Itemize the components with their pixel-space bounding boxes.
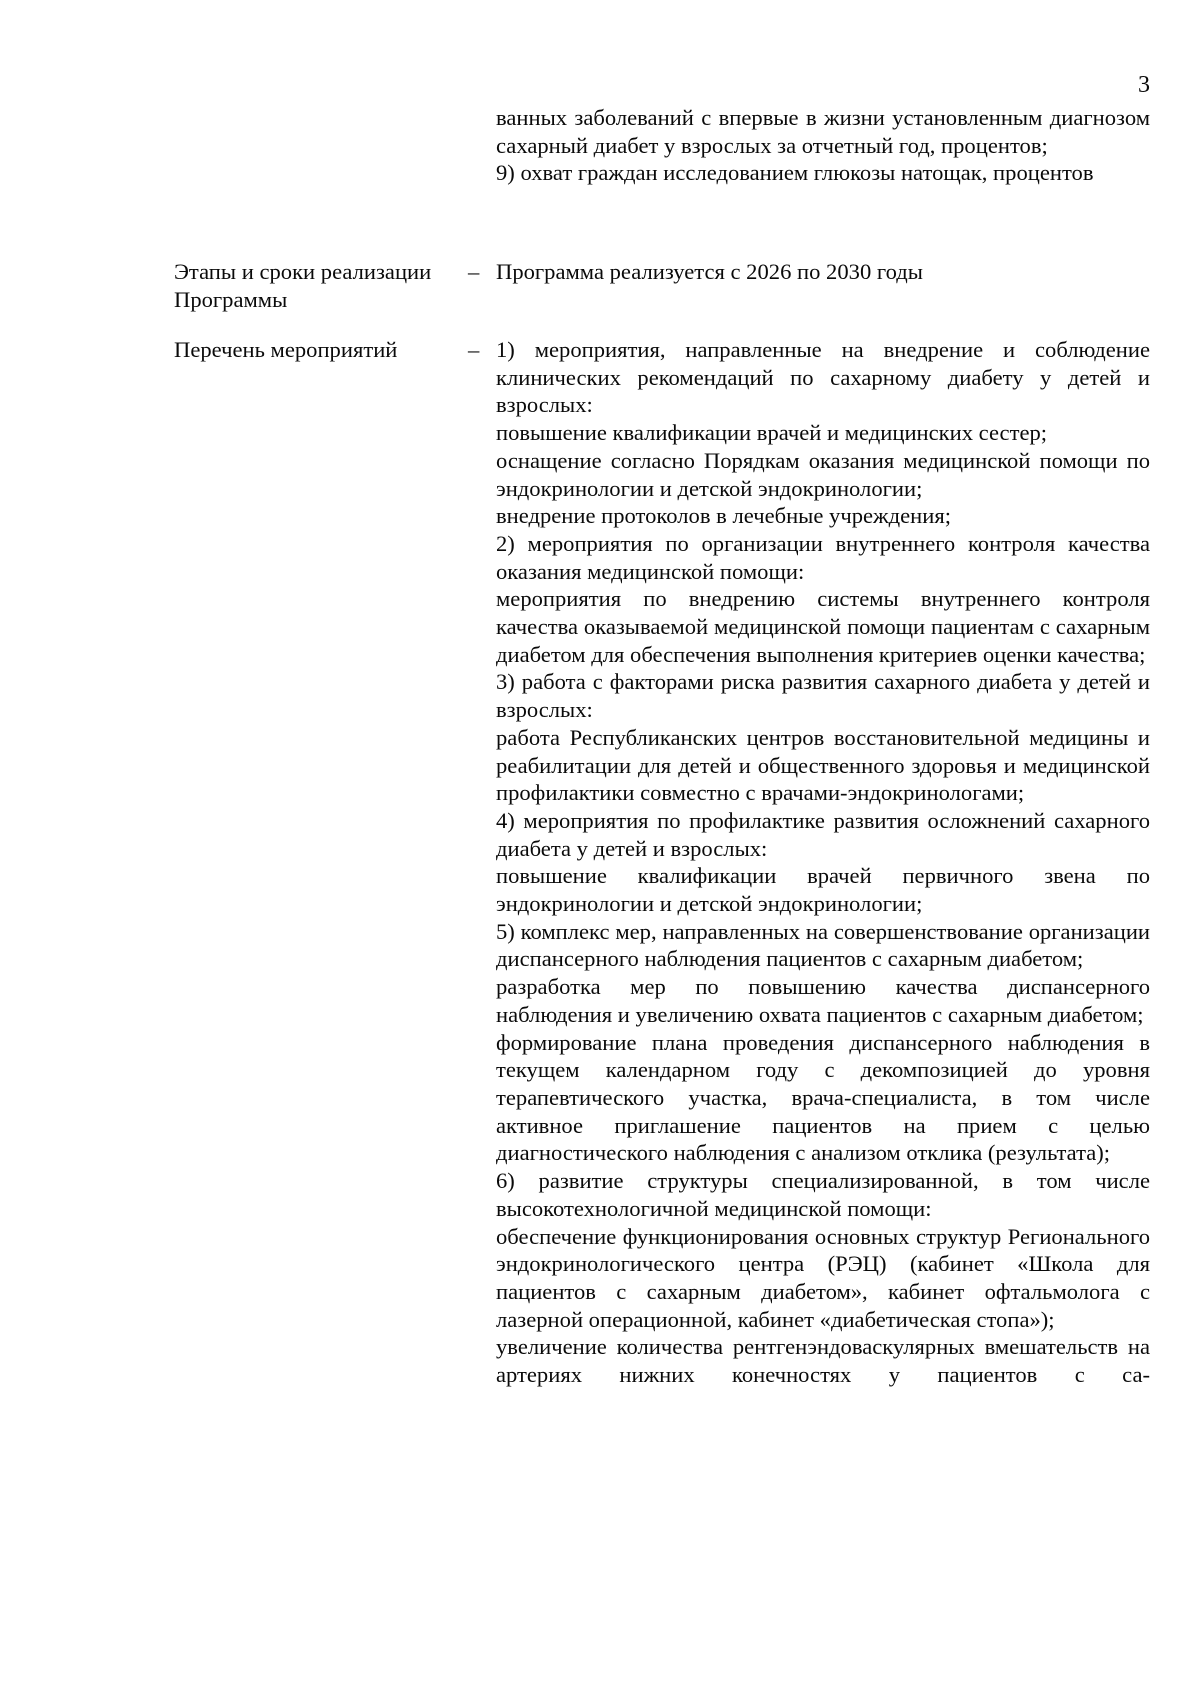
row-content-measures <box>496 336 1150 1389</box>
content-paragraph: 3) работа с факторами риска развития сахарного диабета у детей и взрослых: <box>496 669 1150 723</box>
content-paragraph: повышение квалификации врачей первичного звена по эндокринологии и детской эндокринологии; <box>496 863 1150 917</box>
content-paragraph: мероприятия по внедрению системы внутреннего контроля качества оказываемой медицинской помощи пациентам с сахарным диабетом для обеспечения выполнения критериев оценки качества; <box>496 586 1150 667</box>
content-paragraph: 1) мероприятия, направленные на внедрение и соблюдение клинических рекомендаций по сахарному диабету у детей и взрослых: <box>496 337 1150 418</box>
content-paragraph: разработка мер по повышению качества диспансерного наблюдения и увеличению охвата пациентов с сахарным диабетом; <box>496 974 1150 1027</box>
content-paragraph: повышение квалификации врачей и медицинских сестер; <box>496 420 1048 446</box>
content-paragraph: 2) мероприятия по организации внутреннего контроля качества оказания медицинской помощи: <box>496 530 1150 584</box>
row-content-stages <box>496 258 1150 286</box>
continuation-paragraph: 9) охват граждан исследованием глюкозы натощак, процентов <box>496 160 1094 186</box>
row-dash: – <box>468 259 480 284</box>
content-paragraph: обеспечение функционирования основных структур Регионального эндокринологического центра (РЭЦ) (кабинет «Школа для пациентов с сахарным диабетом», кабинет офтальмолога с лазерной операционной, кабинет «диабетическая стопа»); <box>496 1223 1150 1332</box>
content-paragraph: 6) развитие структуры специализированной, в том числе высокотехнологичной медицинской помощи: <box>496 1168 1150 1221</box>
continuation-paragraph: ванных заболеваний с впервые в жизни установленным диагнозом сахарный диабет у взрослых за отчетный год, процентов; <box>496 105 1150 158</box>
content-paragraph: внедрение протоколов в лечебные учреждения; <box>496 503 952 529</box>
content-paragraph: 4) мероприятия по профилактике развития осложнений сахарного диабета у детей и взрослых: <box>496 807 1150 861</box>
row-label-stages: Этапы и сроки реализации Программы <box>174 259 432 312</box>
row-dash: – <box>468 337 480 362</box>
page-number: 3 <box>1138 72 1150 98</box>
content-paragraph: работа Республиканских центров восстановительной медицины и реабилитации для детей и общественного здоровья и медицинской профилактики совместно с врачами-эндокринологами; <box>496 724 1150 806</box>
row-label-measures: Перечень мероприятий <box>174 337 398 362</box>
content-paragraph: оснащение согласно Порядкам оказания медицинской помощи по эндокринологии и детской эндокринологии; <box>496 447 1150 501</box>
content-paragraph: формирование плана проведения диспансерного наблюдения в текущем календарном году с декомпозицией до уровня терапевтического участка, врача-специалиста, в том числе активное приглашение пациентов на прием с целью диагностического наблюдения с анализом отклика (результата); <box>496 1029 1150 1166</box>
content-paragraph: 5) комплекс мер, направленных на совершенствование организации диспансерного наблюдения пациентов с сахарным диабетом; <box>496 918 1150 972</box>
continuation-block <box>496 104 1150 187</box>
content-paragraph: увеличение количества рентгенэндоваскулярных вмешательств на артериях нижних конечностях у пациентов с са- <box>496 1334 1150 1388</box>
content-paragraph: Программа реализуется с 2026 по 2030 годы <box>496 259 923 284</box>
